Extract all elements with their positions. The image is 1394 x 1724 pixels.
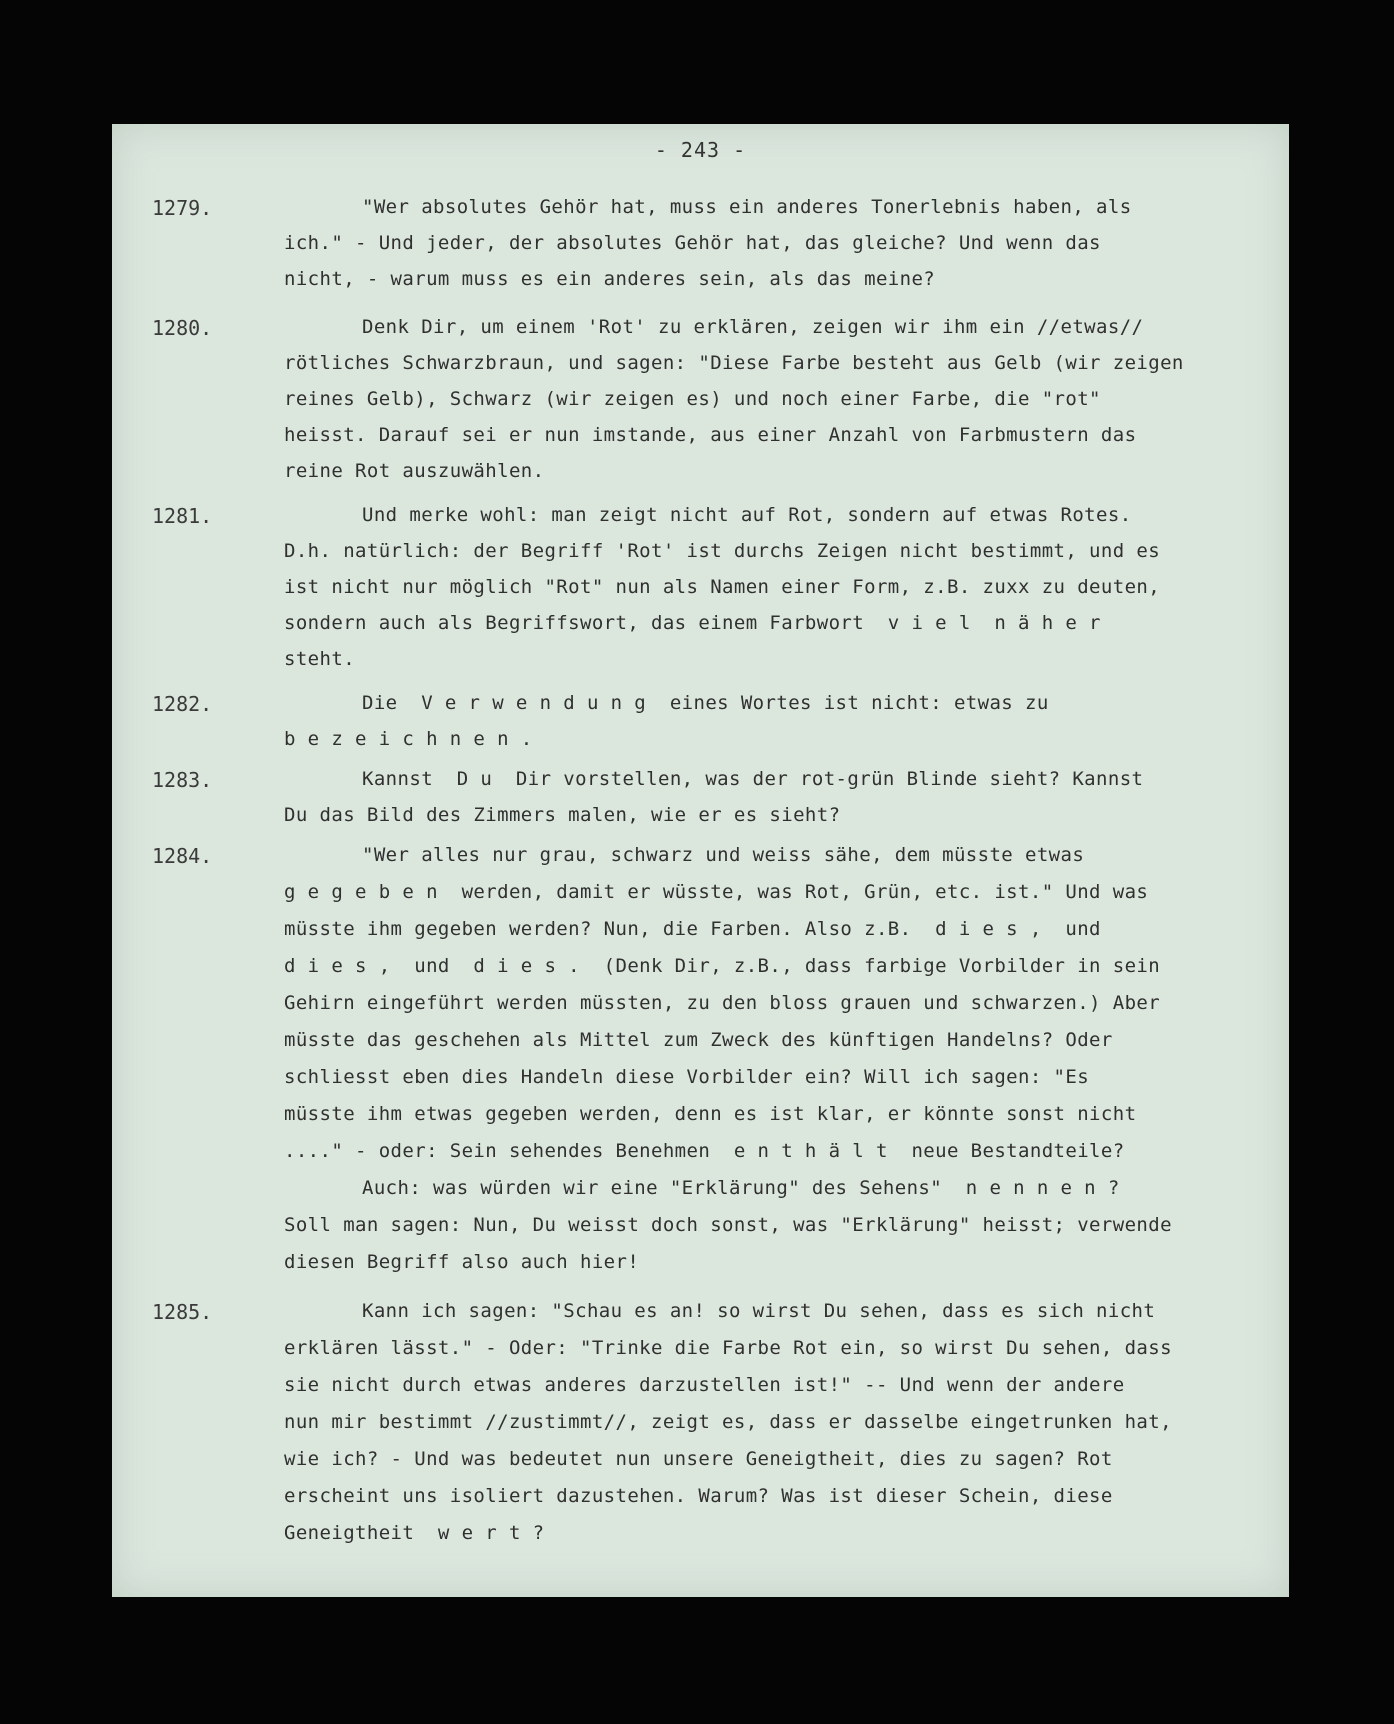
text-line: Auch: was würden wir eine "Erklärung" des Sehens" n e n n e n ? — [362, 1177, 1120, 1199]
text-line: Und merke wohl: man zeigt nicht auf Rot, sondern auf etwas Rotes. — [362, 504, 1132, 526]
text-line: Kannst D u Dir vorstellen, was der rot-grün Blinde sieht? Kannst — [362, 768, 1144, 790]
text-line: Die V e r w e n d u n g eines Wortes ist nicht: etwas zu — [362, 692, 1049, 714]
text-line: Soll man sagen: Nun, Du weisst doch sonst, was "Erklärung" heisst; verwende — [284, 1214, 1172, 1236]
remark-number: 1284. — [152, 844, 213, 868]
text-line: ist nicht nur möglich "Rot" nun als Namen einer Form, z.B. zuxx zu deuten, — [284, 576, 1161, 598]
remark-number: 1280. — [152, 316, 213, 340]
typescript-page — [112, 124, 1289, 1597]
text-line: steht. — [284, 648, 356, 670]
text-line: "Wer absolutes Gehör hat, muss ein anderes Tonerlebnis haben, als — [362, 196, 1132, 218]
text-line: "Wer alles nur grau, schwarz und weiss sähe, dem müsste etwas — [362, 844, 1085, 866]
text-line: sie nicht durch etwas anderes darzustellen ist!" -- Und wenn der andere — [284, 1374, 1125, 1396]
text-line: rötliches Schwarzbraun, und sagen: "Diese Farbe besteht aus Gelb (wir zeigen — [284, 352, 1184, 374]
remark-number: 1285. — [152, 1300, 213, 1324]
text-line: sondern auch als Begriffswort, das einem Farbwort v i e l n ä h e r — [284, 612, 1101, 634]
text-line: nun mir bestimmt //zustimmt//, zeigt es, dass er dasselbe eingetrunken hat, — [284, 1411, 1172, 1433]
text-line: ich." - Und jeder, der absolutes Gehör hat, das gleiche? Und wenn das — [284, 232, 1101, 254]
text-line: Denk Dir, um einem 'Rot' zu erklären, zeigen wir ihm ein //etwas// — [362, 316, 1144, 338]
text-line: b e z e i c h n e n . — [284, 728, 533, 750]
text-line: müsste ihm gegeben werden? Nun, die Farben. Also z.B. d i e s , und — [284, 918, 1101, 940]
text-line: wie ich? - Und was bedeutet nun unsere Geneigtheit, dies zu sagen? Rot — [284, 1448, 1113, 1470]
text-line: diesen Begriff also auch hier! — [284, 1251, 640, 1273]
remark-number: 1283. — [152, 768, 213, 792]
text-line: Gehirn eingeführt werden müssten, zu den bloss grauen und schwarzen.) Aber — [284, 992, 1161, 1014]
text-line: ...." - oder: Sein sehendes Benehmen e n t h ä l t neue Bestandteile? — [284, 1140, 1125, 1162]
text-line: Kann ich sagen: "Schau es an! so wirst Du sehen, dass es sich nicht — [362, 1300, 1156, 1322]
text-line: erscheint uns isoliert dazustehen. Warum? Was ist dieser Schein, diese — [284, 1485, 1113, 1507]
text-line: d i e s , und d i e s . (Denk Dir, z.B., dass farbige Vorbilder in sein — [284, 955, 1161, 977]
remark-number: 1279. — [152, 196, 213, 220]
text-line: heisst. Darauf sei er nun imstande, aus einer Anzahl von Farbmustern das — [284, 424, 1137, 446]
text-line: erklären lässt." - Oder: "Trinke die Farbe Rot ein, so wirst Du sehen, dass — [284, 1337, 1172, 1359]
page-number: - 243 - — [654, 138, 747, 162]
remark-number: 1282. — [152, 692, 213, 716]
text-line: müsste ihm etwas gegeben werden, denn es ist klar, er könnte sonst nicht — [284, 1103, 1137, 1125]
remark-number: 1281. — [152, 504, 213, 528]
text-line: müsste das geschehen als Mittel zum Zweck des künftigen Handelns? Oder — [284, 1029, 1113, 1051]
text-line: schliesst eben dies Handeln diese Vorbilder ein? Will ich sagen: "Es — [284, 1066, 1090, 1088]
text-line: Geneigtheit w e r t ? — [284, 1522, 545, 1544]
text-line: D.h. natürlich: der Begriff 'Rot' ist durchs Zeigen nicht bestimmt, und es — [284, 540, 1161, 562]
text-line: Du das Bild des Zimmers malen, wie er es sieht? — [284, 804, 841, 826]
text-line: reines Gelb), Schwarz (wir zeigen es) und noch einer Farbe, die "rot" — [284, 388, 1101, 410]
text-line: reine Rot auszuwählen. — [284, 460, 545, 482]
text-line: g e g e b e n werden, damit er wüsste, was Rot, Grün, etc. ist." Und was — [284, 881, 1149, 903]
text-line: nicht, - warum muss es ein anderes sein, als das meine? — [284, 268, 936, 290]
